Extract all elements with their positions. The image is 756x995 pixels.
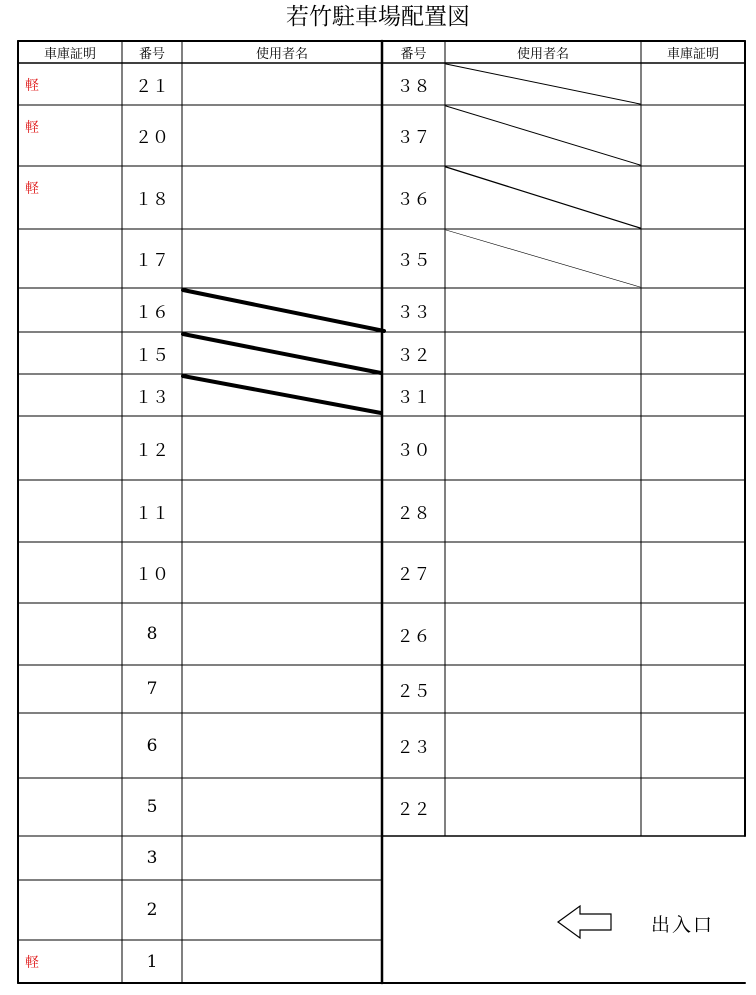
cert-cell: 軽 <box>25 955 39 971</box>
header-user-right: 使用者名 <box>516 46 569 62</box>
space-number: ３０ <box>396 440 431 461</box>
space-number: ３６ <box>396 190 431 210</box>
slash-mark <box>446 106 640 165</box>
slash-mark <box>446 64 640 104</box>
cert-cell: 軽 <box>25 181 39 197</box>
space-number: ２３ <box>396 738 431 758</box>
header-number-right: 番号 <box>400 46 427 62</box>
space-number: １３ <box>135 387 169 408</box>
space-number: ３７ <box>396 128 431 148</box>
slash-mark <box>183 290 384 331</box>
space-number: ３２ <box>396 345 431 366</box>
space-number: ３８ <box>396 76 431 97</box>
cert-cell: 軽 <box>25 120 39 136</box>
space-number: 6 <box>146 735 158 756</box>
header-cert-left: 車庫証明 <box>43 46 96 62</box>
space-number: ２１ <box>135 76 169 97</box>
space-number: １８ <box>135 190 169 210</box>
space-number: ２２ <box>396 799 431 820</box>
space-number: ２７ <box>396 565 431 585</box>
slash-mark <box>183 376 381 413</box>
space-number: ３１ <box>396 387 431 408</box>
space-number: 7 <box>146 679 158 699</box>
space-number: 1 <box>146 951 158 972</box>
slash-mark <box>446 167 640 228</box>
page-title: 若竹駐車場配置図 <box>286 4 470 30</box>
space-number: １２ <box>135 440 169 461</box>
space-number: １０ <box>135 565 169 585</box>
space-number: ３５ <box>396 251 431 271</box>
space-number: １７ <box>135 251 169 271</box>
header-number-left: 番号 <box>138 46 165 62</box>
space-number: ２０ <box>135 128 169 148</box>
space-number: ２８ <box>396 503 431 524</box>
header-user-left: 使用者名 <box>255 46 308 62</box>
space-number: ３３ <box>396 302 431 323</box>
space-number: ２５ <box>396 681 431 702</box>
entrance-label: 出入口 <box>651 914 715 936</box>
space-number: 5 <box>146 797 158 817</box>
arrow-left-icon <box>558 906 611 938</box>
space-number: 2 <box>146 900 158 920</box>
space-number: 8 <box>146 624 158 644</box>
space-number: １１ <box>135 503 169 524</box>
space-number: 3 <box>146 848 158 868</box>
cert-cell: 軽 <box>25 78 39 94</box>
space-number: １６ <box>135 302 169 323</box>
slash-mark <box>183 334 381 373</box>
space-number: ２６ <box>396 626 431 647</box>
space-number: １５ <box>135 345 169 366</box>
slash-mark <box>446 230 640 287</box>
header-cert-right: 車庫証明 <box>666 46 719 62</box>
